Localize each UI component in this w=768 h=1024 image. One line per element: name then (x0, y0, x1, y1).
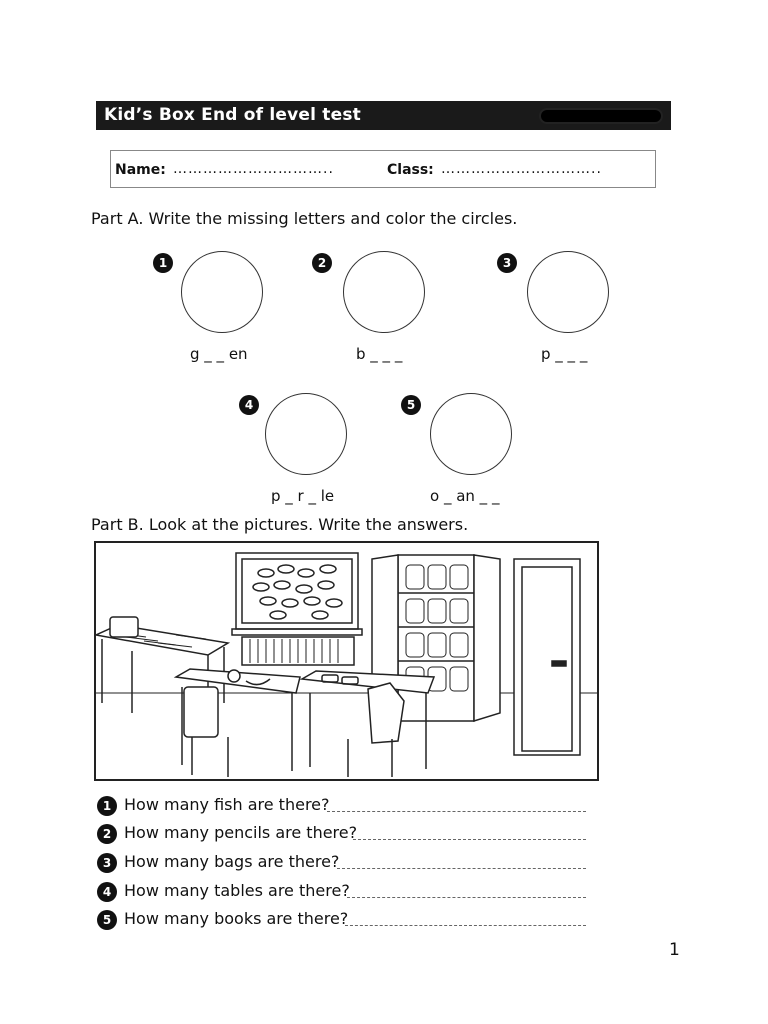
part-a-heading: Part A. Write the missing letters and color the circles. (91, 209, 518, 228)
name-field[interactable]: ………………………….. (173, 161, 334, 177)
page-title: Kid’s Box End of level test (104, 105, 361, 125)
answer-line[interactable] (353, 839, 586, 840)
title-bar (96, 101, 671, 130)
answer-line[interactable] (327, 811, 586, 812)
answer-line[interactable] (347, 897, 586, 898)
apple-icon (228, 670, 240, 682)
class-label: Class: (387, 162, 434, 178)
part-b-heading: Part B. Look at the pictures. Write the answers. (91, 515, 469, 534)
question-number-badge: 5 (97, 910, 117, 930)
question-text: How many books are there? (124, 909, 349, 928)
missing-letters-word: p _ r _ le (271, 487, 335, 505)
question-row (97, 823, 592, 847)
color-circle-1[interactable] (181, 251, 263, 333)
missing-letters-word: b _ _ _ (356, 345, 403, 363)
question-row (97, 881, 592, 905)
classroom-illustration (96, 543, 597, 779)
color-circle-5[interactable] (430, 393, 512, 475)
color-circle-4[interactable] (265, 393, 347, 475)
page-number: 1 (669, 940, 680, 960)
question-text: How many pencils are there? (124, 823, 358, 842)
item-number-badge: 4 (239, 395, 259, 415)
question-number-badge: 3 (97, 853, 117, 873)
question-number-badge: 4 (97, 882, 117, 902)
question-text: How many fish are there? (124, 795, 330, 814)
question-row (97, 852, 592, 876)
missing-letters-word: p _ _ _ (541, 345, 588, 363)
classroom-picture (94, 541, 599, 781)
color-circle-2[interactable] (343, 251, 425, 333)
name-class-box (110, 150, 656, 188)
question-row (97, 795, 592, 819)
color-circle-3[interactable] (527, 251, 609, 333)
question-number-badge: 2 (97, 824, 117, 844)
class-field[interactable]: ………………………….. (441, 161, 602, 177)
missing-letters-word: g _ _ en (190, 345, 248, 363)
question-text: How many tables are there? (124, 881, 350, 900)
item-number-badge: 2 (312, 253, 332, 273)
item-number-badge: 5 (401, 395, 421, 415)
publisher-logo-icon (541, 110, 661, 122)
answer-line[interactable] (337, 868, 586, 869)
question-text: How many bags are there? (124, 852, 340, 871)
question-number-badge: 1 (97, 796, 117, 816)
answer-line[interactable] (345, 925, 586, 926)
item-number-badge: 1 (153, 253, 173, 273)
missing-letters-word: o _ an _ _ (430, 487, 500, 505)
name-label: Name: (115, 162, 166, 178)
question-row (97, 909, 592, 933)
item-number-badge: 3 (497, 253, 517, 273)
